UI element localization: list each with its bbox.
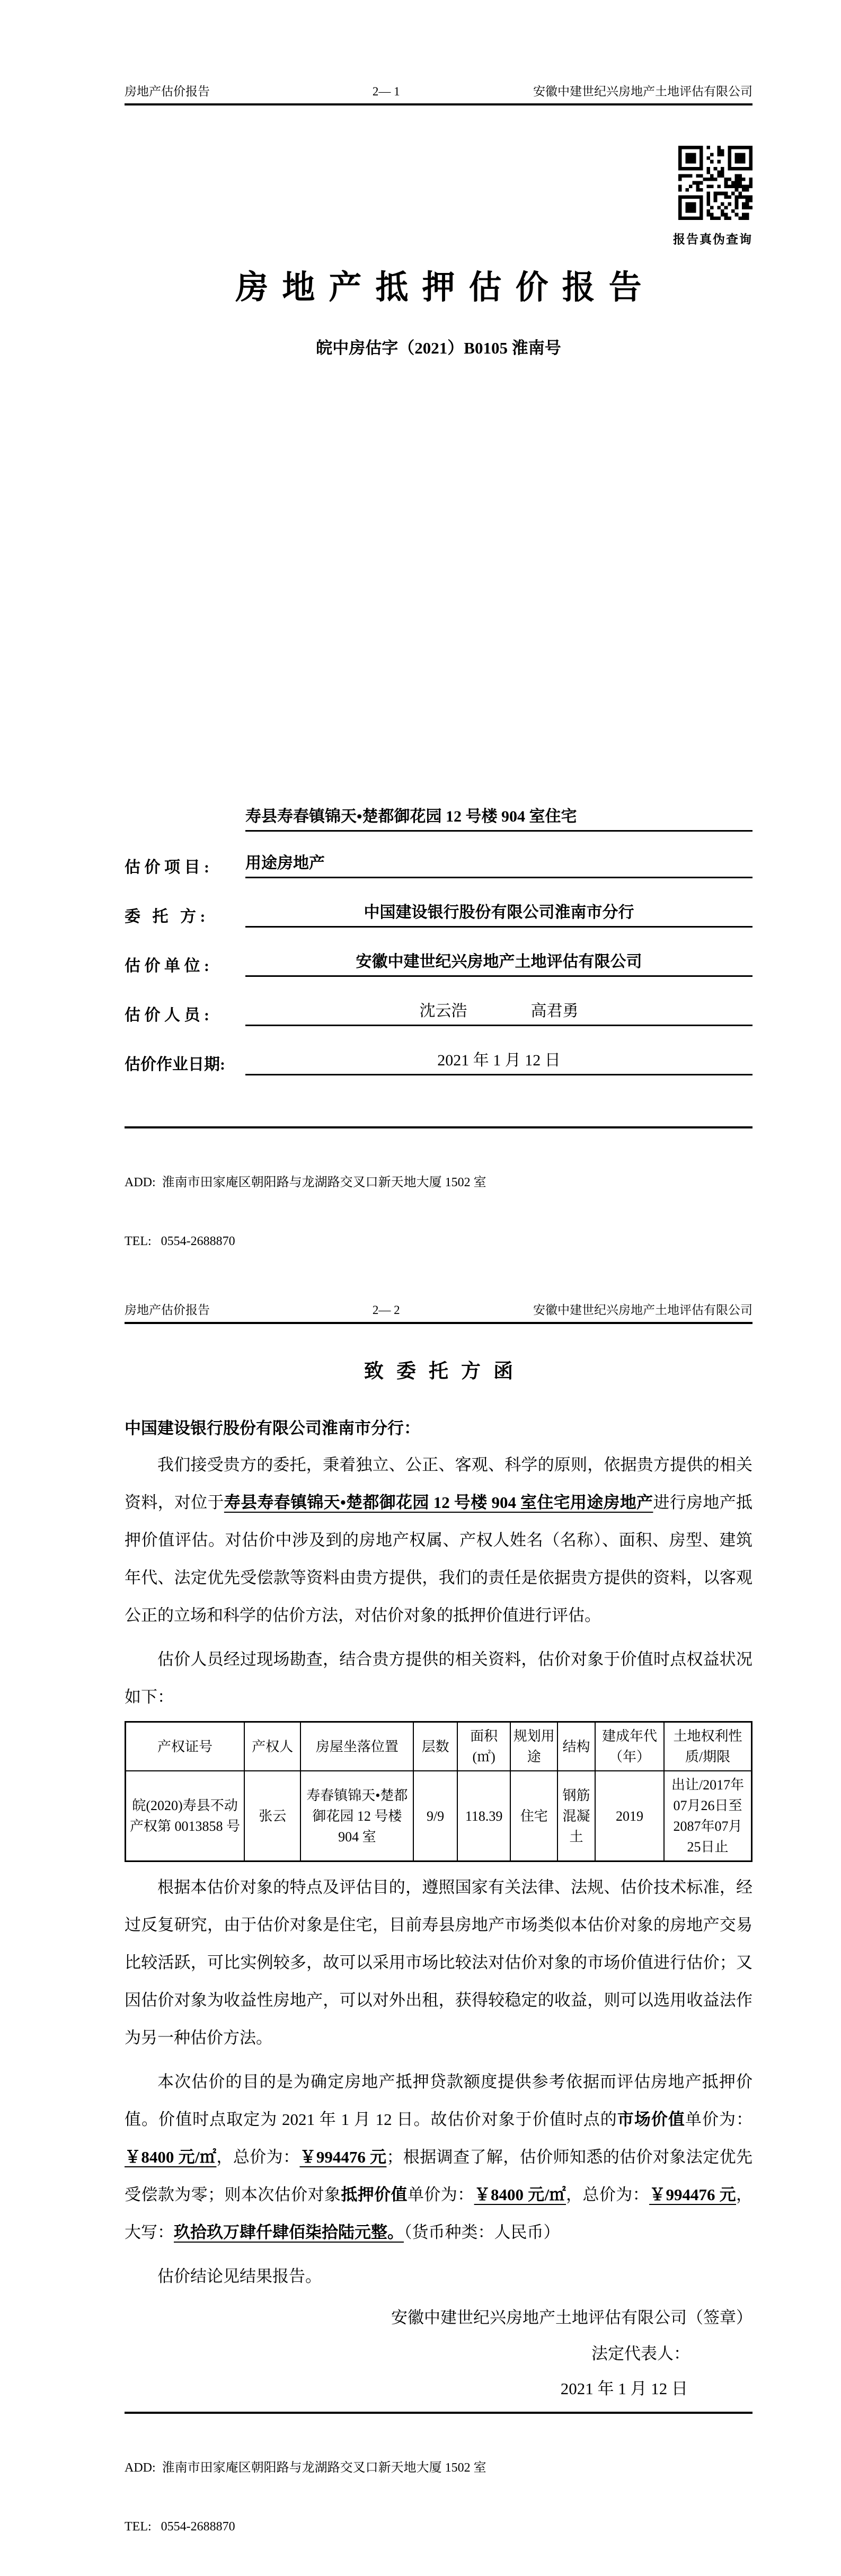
table-header-cell: 建成年代（年） xyxy=(595,1722,664,1771)
field-value: 沈云浩 高君勇 xyxy=(245,1001,753,1026)
table-header-cell: 产权人 xyxy=(244,1722,300,1771)
report-title: 房地产抵押估价报告 xyxy=(235,270,656,306)
field-row-appraisers xyxy=(125,1001,753,1026)
total-price-value: ￥994476 元 xyxy=(649,2185,737,2204)
page1-footer xyxy=(125,1126,753,1291)
mortgage-value-emphasis: 抵押价值 xyxy=(341,2185,408,2204)
paragraph-commission xyxy=(125,1446,753,1634)
amount-in-words: 玖拾玖万肆仟肆佰柒拾陆元整。 xyxy=(174,2223,404,2242)
field-value: 2021 年 1 月 12 日 xyxy=(245,1050,753,1075)
text-run: ，总价为： xyxy=(566,2185,650,2204)
table-cell: 出让/2017年07月26日至2087年07月25日止 xyxy=(664,1771,752,1862)
field-row-agency xyxy=(125,951,753,977)
table-header-cell: 结构 xyxy=(557,1722,595,1771)
table-cell: 9/9 xyxy=(413,1771,457,1862)
field-value: 用途房地产 xyxy=(245,853,753,878)
text-run: 单价为： xyxy=(407,2185,474,2204)
field-label: 估价作业日期: xyxy=(125,1056,225,1073)
legal-representative: 法定代表人： xyxy=(591,2344,690,2363)
table-header-cell: 产权证号 xyxy=(126,1722,245,1771)
text-run: 本次估价的目的是为确定房地产抵押贷款额度提供参考依据而评估房地产抵押价值。价值时点取定为 2021 年 1 月 12 日。故估价对象于价值时点的 xyxy=(125,2072,753,2129)
field-value: 安徽中建世纪兴房地产土地评估有限公司 xyxy=(245,951,753,977)
table-cell: 寿春镇锦天•楚都御花园 12 号楼 904 室 xyxy=(300,1771,413,1862)
page-number: 2— 1 xyxy=(372,85,400,98)
unit-price-value: ￥8400 元/㎡ xyxy=(474,2185,566,2204)
footer-address: ADD: 淮南市田家庵区朝阳路与龙湖路交叉口新天地大厦 1502 室 xyxy=(125,2461,486,2475)
page1-header xyxy=(125,84,753,105)
currency-note: （货币种类：人民币） xyxy=(404,2223,560,2242)
paragraph-valuation xyxy=(125,2063,753,2251)
field-label: 估 价 人 员 : xyxy=(125,1007,209,1024)
qr-verification-block xyxy=(125,146,753,247)
page2-footer xyxy=(125,2412,753,2576)
table-header-cell: 规划用途 xyxy=(510,1722,557,1771)
field-label: 估 价 单 位 : xyxy=(125,957,209,975)
text-run: ，大写： xyxy=(125,2185,753,2242)
page-header-company: 安徽中建世纪兴房地产土地评估有限公司 xyxy=(533,85,753,98)
document xyxy=(0,84,841,2576)
salutation: 中国建设银行股份有限公司淮南市分行： xyxy=(125,1419,420,1437)
footer-phone: TEL: 0554-2688870 xyxy=(125,2520,235,2534)
qr-label: 报告真伪查询 xyxy=(673,233,753,246)
total-price-value: ￥994476 元 xyxy=(299,2148,387,2166)
property-name-emphasis: 寿县寿春镇锦天•楚都御花园 12 号楼 904 室住宅用途房地产 xyxy=(224,1493,653,1512)
paragraph-survey: 估价人员经过现场勘查，结合贵方提供的相关资料，估价对象于价值时点权益状况如下： xyxy=(125,1650,753,1706)
table-cell: 皖(2020)寿县不动产权第 0013858 号 xyxy=(126,1771,245,1862)
text-run: ，总价为： xyxy=(216,2148,300,2166)
field-label: 估 价 项 目 : xyxy=(125,859,209,876)
table-cell: 118.39 xyxy=(457,1771,510,1862)
doc-number: 皖中房估字（2021）B0105 淮南号 xyxy=(316,339,561,357)
market-value-emphasis: 市场价值 xyxy=(617,2110,685,2129)
table-header-cell: 土地权利性质/期限 xyxy=(664,1722,752,1771)
footer-phone: TEL: 0554-2688870 xyxy=(125,1234,235,1248)
paragraph-conclusion: 估价结论见结果报告。 xyxy=(157,2267,322,2286)
table-header-cell: 面积(㎡) xyxy=(457,1722,510,1771)
signature-date: 2021 年 1 月 12 日 xyxy=(560,2379,688,2398)
table-header-cell: 房屋坐落位置 xyxy=(300,1722,413,1771)
footer-address: ADD: 淮南市田家庵区朝阳路与龙湖路交叉口新天地大厦 1502 室 xyxy=(125,1176,486,1189)
table-cell: 张云 xyxy=(244,1771,300,1862)
text-run: 我们接受贵方的委托，秉着独立、公正、客观、科学的原则，依据贵方提供的相关资料，对位于 xyxy=(125,1455,753,1512)
page-header-left: 房地产估价报告 xyxy=(125,1303,210,1317)
property-table xyxy=(125,1721,753,1862)
field-value: 寿县寿春镇锦天•楚都御花园 12 号楼 904 室住宅 xyxy=(245,806,753,832)
page-number: 2— 2 xyxy=(372,1303,400,1317)
qr-code-icon xyxy=(678,146,753,220)
cover-fields xyxy=(125,806,753,1075)
text-run: 进行房地产抵押价值评估。对估价中涉及到的房地产权属、产权人姓名（名称）、面积、房型、建筑年代、法定优先受偿款等资料由贵方提供，我们的责任是依据贵方提供的资料，以客观公正的立场和科学的估价方法，对估价对象的抵押价值进行评估。 xyxy=(125,1493,753,1625)
table-header-row xyxy=(126,1722,752,1771)
paragraph-methods: 根据本估价对象的特点及评估目的，遵照国家有关法律、法规、估价技术标准，经过反复研究，由于估价对象是住宅，目前寿县房地产市场类似本估价对象的房地产交易比较活跃，可比实例较多，故可以采用市场比较法对估价对象的市场价值进行估价；又因估价对象为收益性房地产，可以对外出租，获得较稳定的收益，则可以选用收益法作为另一种估价方法。 xyxy=(125,1878,753,2047)
table-cell: 2019 xyxy=(595,1771,664,1862)
field-row-client xyxy=(125,902,753,928)
text-run: ；根据调查了解，估价师知悉的估价对象法定优先受偿款为零；则本次估价对象 xyxy=(125,2148,753,2204)
page2-header xyxy=(125,1302,753,1324)
unit-price-value: ￥8400 元/㎡ xyxy=(125,2148,217,2166)
field-value: 中国建设银行股份有限公司淮南市分行 xyxy=(245,902,753,928)
letter-title: 致委托方函 xyxy=(364,1361,526,1382)
text-run: 单价为： xyxy=(685,2110,753,2129)
field-row-work-date xyxy=(125,1050,753,1075)
table-cell: 钢筋混凝土 xyxy=(557,1771,595,1862)
table-cell: 住宅 xyxy=(510,1771,557,1862)
page-header-company: 安徽中建世纪兴房地产土地评估有限公司 xyxy=(533,1303,753,1317)
field-row-project xyxy=(125,806,753,878)
signature-company: 安徽中建世纪兴房地产土地评估有限公司（签章） xyxy=(391,2308,753,2327)
table-row xyxy=(126,1771,752,1862)
field-label: 委 托 方 : xyxy=(125,908,206,925)
page-header-left: 房地产估价报告 xyxy=(125,85,210,98)
table-header-cell: 层数 xyxy=(413,1722,457,1771)
